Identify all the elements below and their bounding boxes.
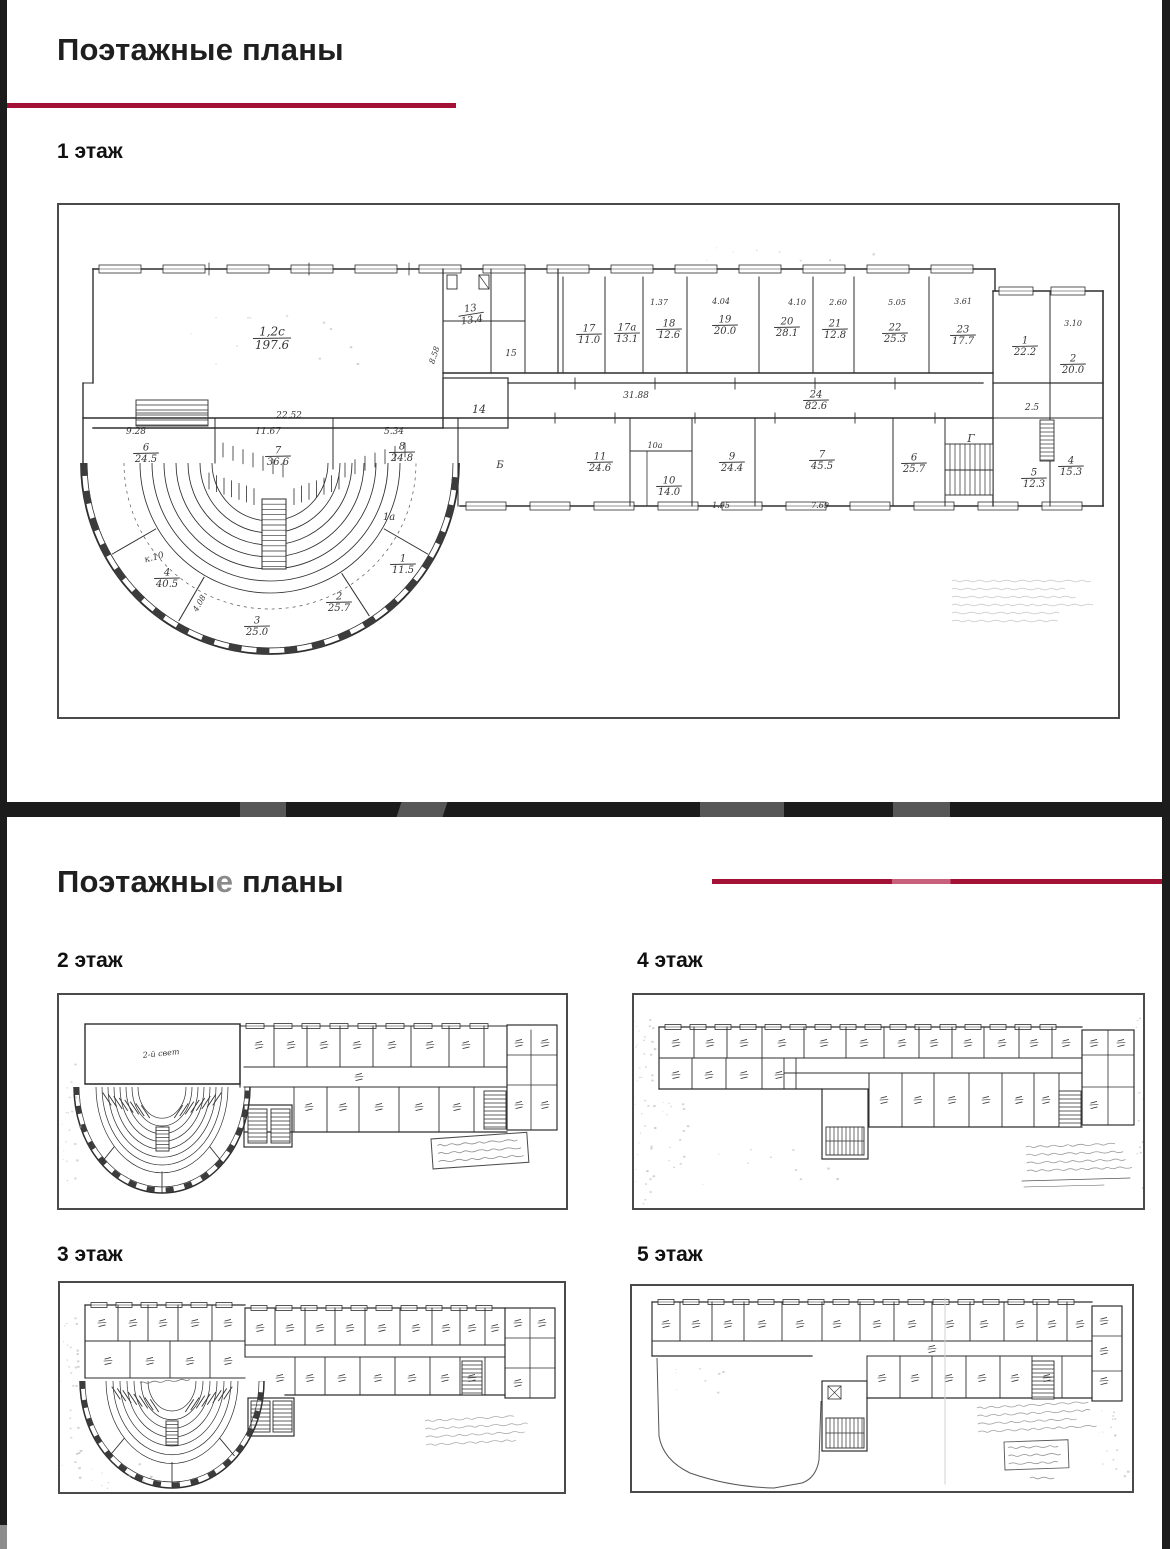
- svg-text:2.5: 2.5: [1024, 403, 1040, 413]
- svg-text:Б: Б: [496, 460, 504, 471]
- floor-2-label: 2 этаж: [57, 949, 123, 972]
- svg-text:9: 9: [728, 451, 736, 463]
- slide-2-title-part-faded: е: [215, 864, 234, 899]
- svg-text:7: 7: [818, 449, 826, 461]
- slide-1-page: [7, 0, 1162, 802]
- slide-2-title-part: Поэтажны: [57, 864, 216, 899]
- svg-text:15.3: 15.3: [1059, 467, 1083, 478]
- separator-band: [0, 802, 1170, 817]
- floor-plan-5: [630, 1284, 1134, 1493]
- svg-text:5.34: 5.34: [383, 427, 405, 437]
- svg-text:8.58: 8.58: [427, 345, 442, 366]
- slide-2-title: [57, 864, 344, 900]
- svg-text:23: 23: [956, 324, 970, 336]
- svg-text:4.10: 4.10: [788, 298, 806, 307]
- band-watermark-patch: [700, 802, 784, 817]
- svg-text:20: 20: [780, 316, 794, 328]
- svg-text:25.7: 25.7: [902, 464, 926, 475]
- svg-text:40.5: 40.5: [155, 579, 179, 590]
- svg-text:5.05: 5.05: [888, 298, 906, 307]
- slide-1-title-text: Поэтажные планы: [57, 32, 344, 67]
- svg-text:36.6: 36.6: [266, 457, 290, 468]
- svg-text:22.2: 22.2: [1013, 347, 1037, 358]
- svg-text:24.5: 24.5: [134, 454, 158, 465]
- svg-text:11.67: 11.67: [255, 427, 281, 437]
- floor-plan-3-drawing: [60, 1283, 564, 1492]
- slide-1-accent-line: [7, 103, 456, 108]
- svg-text:1,2с: 1,2с: [259, 324, 285, 339]
- svg-text:17: 17: [582, 323, 596, 335]
- svg-text:22: 22: [888, 322, 902, 334]
- svg-text:31.88: 31.88: [623, 391, 649, 401]
- svg-text:15: 15: [505, 349, 517, 359]
- svg-text:12.3: 12.3: [1022, 479, 1046, 490]
- slide-2-page: [7, 817, 1162, 1549]
- svg-text:3: 3: [253, 615, 261, 627]
- band-watermark-patch: [240, 802, 286, 817]
- svg-text:28.1: 28.1: [775, 328, 799, 339]
- svg-text:25.0: 25.0: [245, 627, 269, 638]
- svg-text:2.60: 2.60: [829, 298, 847, 307]
- svg-text:20.0: 20.0: [713, 326, 737, 337]
- svg-text:13.4: 13.4: [460, 313, 484, 328]
- svg-text:14: 14: [472, 403, 486, 416]
- svg-text:18: 18: [662, 318, 676, 330]
- svg-text:11.0: 11.0: [577, 335, 601, 346]
- svg-text:45.5: 45.5: [810, 461, 834, 472]
- svg-text:14.0: 14.0: [657, 487, 681, 498]
- svg-text:17.7: 17.7: [951, 336, 975, 347]
- svg-text:11: 11: [593, 451, 607, 463]
- floor-5-label: 5 этаж: [637, 1243, 703, 1266]
- svg-text:6: 6: [142, 442, 150, 454]
- svg-text:24.8: 24.8: [390, 453, 414, 464]
- svg-text:2-й свет: 2-й свет: [142, 1047, 180, 1060]
- svg-text:Г: Г: [967, 432, 975, 445]
- svg-text:к.10: к.10: [143, 550, 166, 566]
- svg-text:197.6: 197.6: [254, 338, 290, 352]
- floor-plan-5-drawing: [632, 1286, 1132, 1491]
- svg-text:4.04: 4.04: [712, 297, 730, 306]
- svg-text:4: 4: [1067, 455, 1075, 467]
- floor-4-label: 4 этаж: [637, 949, 703, 972]
- svg-text:5: 5: [1030, 467, 1038, 479]
- svg-text:17а: 17а: [617, 322, 637, 334]
- svg-text:6: 6: [910, 452, 918, 464]
- svg-text:7.69: 7.69: [811, 501, 829, 510]
- svg-text:24.6: 24.6: [588, 463, 612, 474]
- svg-text:1.37: 1.37: [650, 298, 668, 307]
- svg-text:4: 4: [163, 567, 171, 579]
- svg-text:3.10: 3.10: [1064, 319, 1082, 328]
- svg-text:13: 13: [463, 302, 478, 316]
- left-frame-bar-gray-end: [0, 1525, 7, 1549]
- svg-text:24.4: 24.4: [720, 463, 744, 474]
- svg-text:1: 1: [1021, 335, 1029, 347]
- svg-text:1а: 1а: [382, 512, 396, 523]
- svg-text:10а: 10а: [647, 441, 663, 450]
- left-frame-bar: [0, 0, 7, 1549]
- floor-plan-3: [58, 1281, 566, 1494]
- right-frame-bar: [1162, 0, 1170, 1549]
- svg-text:22.52: 22.52: [276, 411, 302, 421]
- svg-text:12.8: 12.8: [823, 330, 847, 341]
- svg-text:10: 10: [662, 475, 676, 487]
- svg-text:12.6: 12.6: [657, 330, 681, 341]
- svg-text:82.6: 82.6: [804, 401, 828, 412]
- svg-text:24: 24: [809, 389, 823, 401]
- floor-plan-2: [57, 993, 568, 1210]
- svg-text:21: 21: [828, 318, 842, 330]
- svg-text:1.95: 1.95: [712, 501, 730, 510]
- svg-text:11.5: 11.5: [391, 565, 415, 576]
- svg-text:19: 19: [718, 314, 732, 326]
- floor-plan-1-drawing: [59, 205, 1118, 717]
- floor-1-label: 1 этаж: [57, 140, 123, 163]
- svg-text:4.08: 4.08: [191, 593, 208, 614]
- svg-text:2: 2: [335, 591, 343, 603]
- svg-text:25.7: 25.7: [327, 603, 351, 614]
- floor-3-label: 3 этаж: [57, 1243, 123, 1266]
- svg-text:9.28: 9.28: [125, 427, 147, 437]
- slide-2-accent-line: [712, 879, 1162, 884]
- svg-text:25.3: 25.3: [883, 334, 907, 345]
- svg-text:1: 1: [399, 553, 407, 565]
- svg-text:20.0: 20.0: [1061, 365, 1085, 376]
- svg-text:8: 8: [398, 441, 406, 453]
- svg-text:2: 2: [1069, 353, 1077, 365]
- svg-text:7: 7: [274, 445, 282, 457]
- band-watermark-patch: [893, 802, 950, 817]
- slide-2-title-part: планы: [233, 864, 344, 899]
- floor-plan-4: [632, 993, 1145, 1210]
- floor-plan-1: [57, 203, 1120, 719]
- floor-plan-4-drawing: [634, 995, 1143, 1208]
- slide-1-title: [57, 32, 344, 68]
- band-watermark-patch: [397, 802, 448, 817]
- svg-text:3.61: 3.61: [954, 297, 972, 306]
- svg-text:13.1: 13.1: [615, 334, 639, 345]
- floor-plan-2-drawing: [59, 995, 566, 1208]
